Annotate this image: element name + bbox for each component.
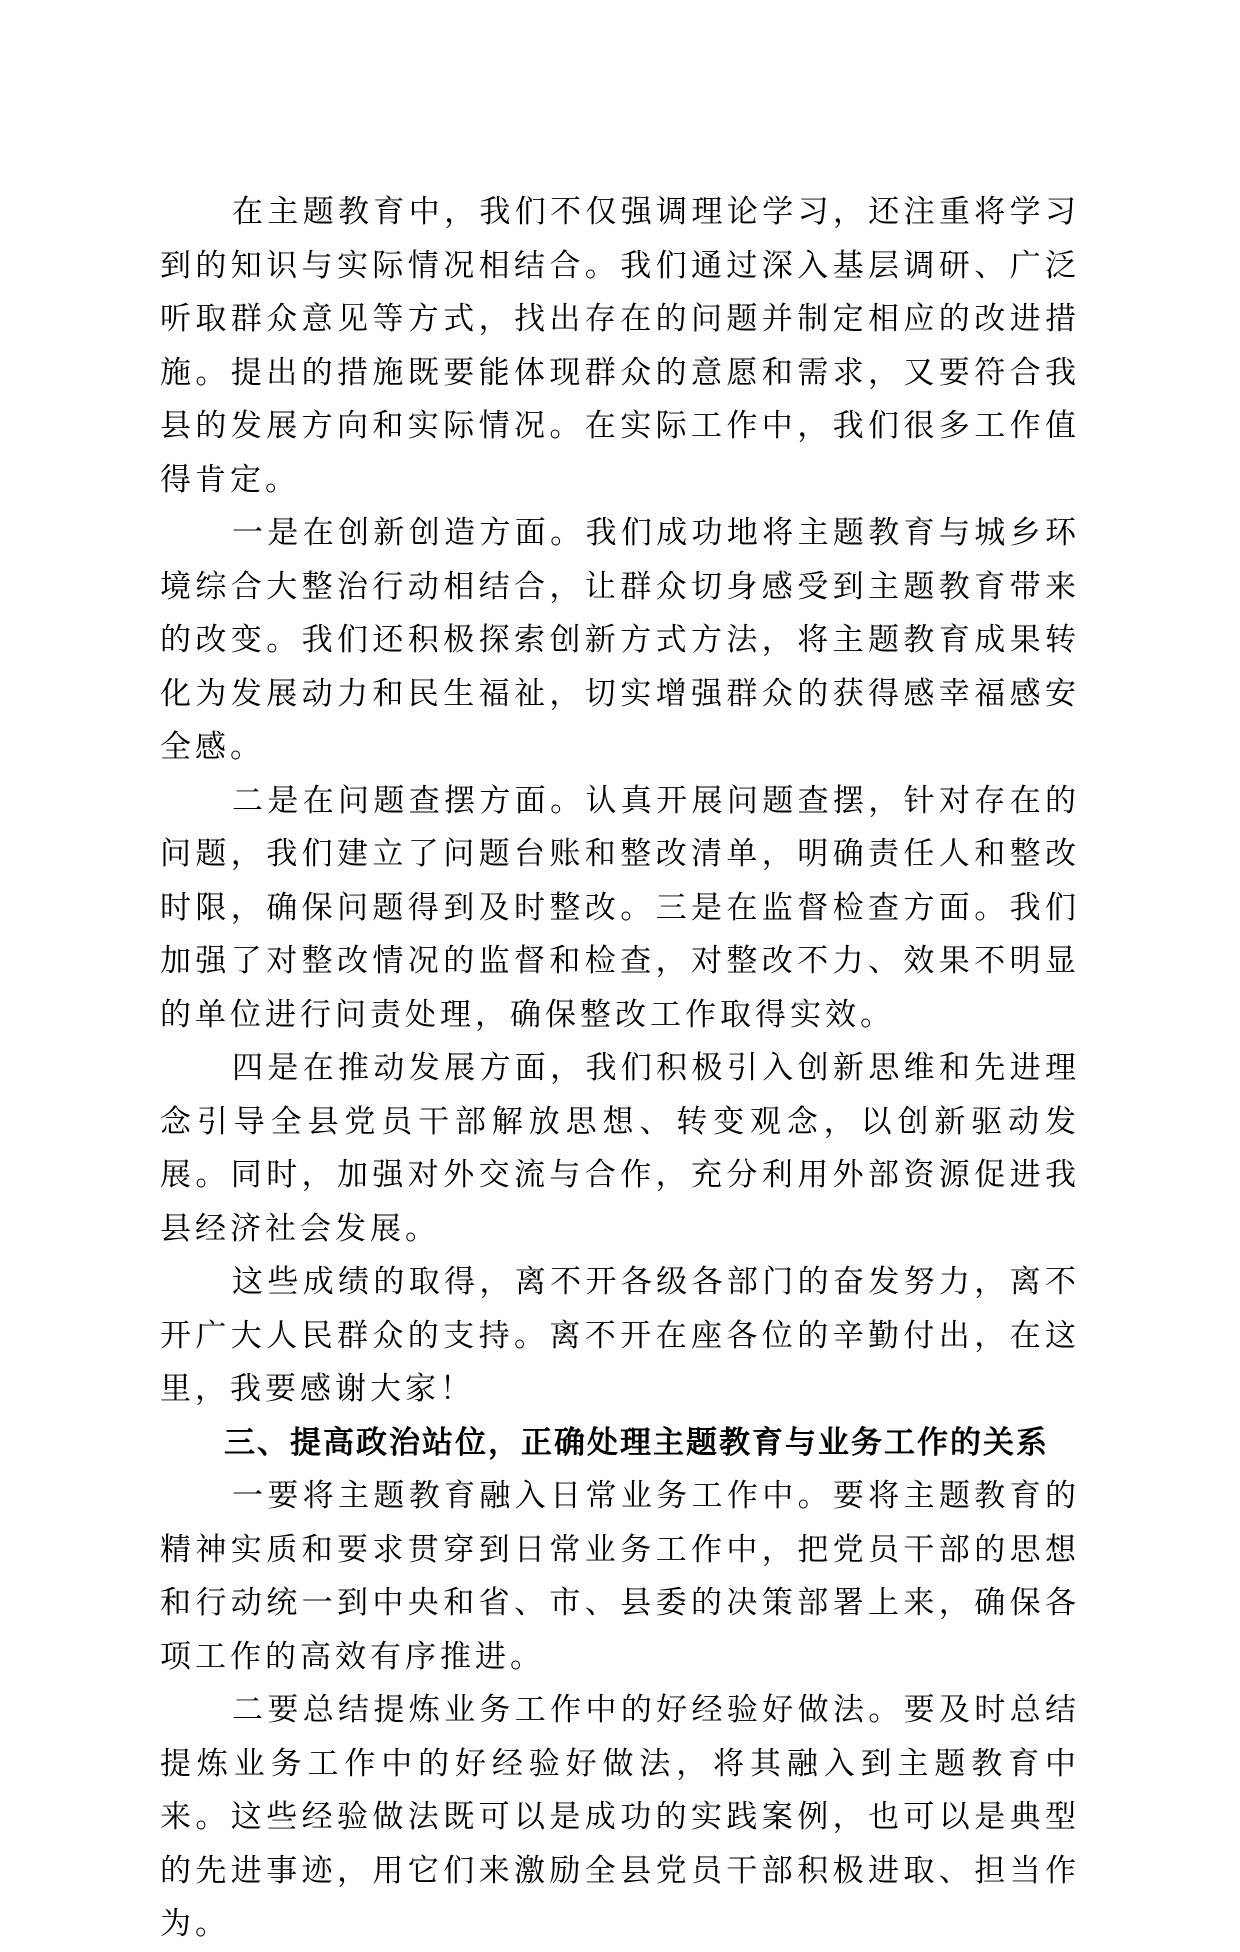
paragraph-summarize-experience: 二要总结提炼业务工作中的好经验好做法。要及时总结提炼业务工作中的好经验好做法，将其融入到主题教育中来。这些经验做法既可以是成功的实践案例，也可以是典型的先进事迹，用它们来激励全县党员干部积极进取、担当作为。 bbox=[160, 1692, 1080, 1942]
paragraph-problem-review: 二是在问题查摆方面。认真开展问题查摆，针对存在的问题，我们建立了问题台账和整改清单，明确责任人和整改时限，确保问题得到及时整改。三是在监督检查方面。我们加强了对整改情况的监督和检查，对整改不力、效果不明显的单位进行问责处理，确保整改工作取得实效。 bbox=[160, 782, 1080, 1033]
document-page bbox=[160, 186, 1080, 1952]
paragraph-innovation: 一是在创新创造方面。我们成功地将主题教育与城乡环境综合大整治行动相结合，让群众切身感受到主题教育带来的改变。我们还积极探索创新方式方法，将主题教育成果转化为发展动力和民生福祉，切实增强群众的获得感幸福感安全感。 bbox=[160, 515, 1080, 765]
section-heading: 三、提高政治站位，正确处理主题教育与业务工作的关系 bbox=[224, 1424, 1049, 1461]
paragraph-development: 四是在推动发展方面，我们积极引入创新思维和先进理念引导全县党员干部解放思想、转变观念，以创新驱动发展。同时，加强对外交流与合作，充分利用外部资源促进我县经济社会发展。 bbox=[160, 1050, 1080, 1247]
paragraph-theme-education: 在主题教育中，我们不仅强调理论学习，还注重将学习到的知识与实际情况相结合。我们通过深入基层调研、广泛听取群众意见等方式，找出存在的问题并制定相应的改进措施。提出的措施既要能体现群众的意愿和需求，又要符合我县的发展方向和实际情况。在实际工作中，我们很多工作值得肯定。 bbox=[160, 194, 1080, 498]
paragraph-integrate-work: 一要将主题教育融入日常业务工作中。要将主题教育的精神实质和要求贯穿到日常业务工作中，把党员干部的思想和行动统一到中央和省、市、县委的决策部署上来，确保各项工作的高效有序推进。 bbox=[160, 1478, 1080, 1675]
paragraph-thanks: 这些成绩的取得，离不开各级各部门的奋发努力，离不开广大人民群众的支持。离不开在座各位的辛勤付出，在这里，我要感谢大家！ bbox=[160, 1264, 1080, 1407]
